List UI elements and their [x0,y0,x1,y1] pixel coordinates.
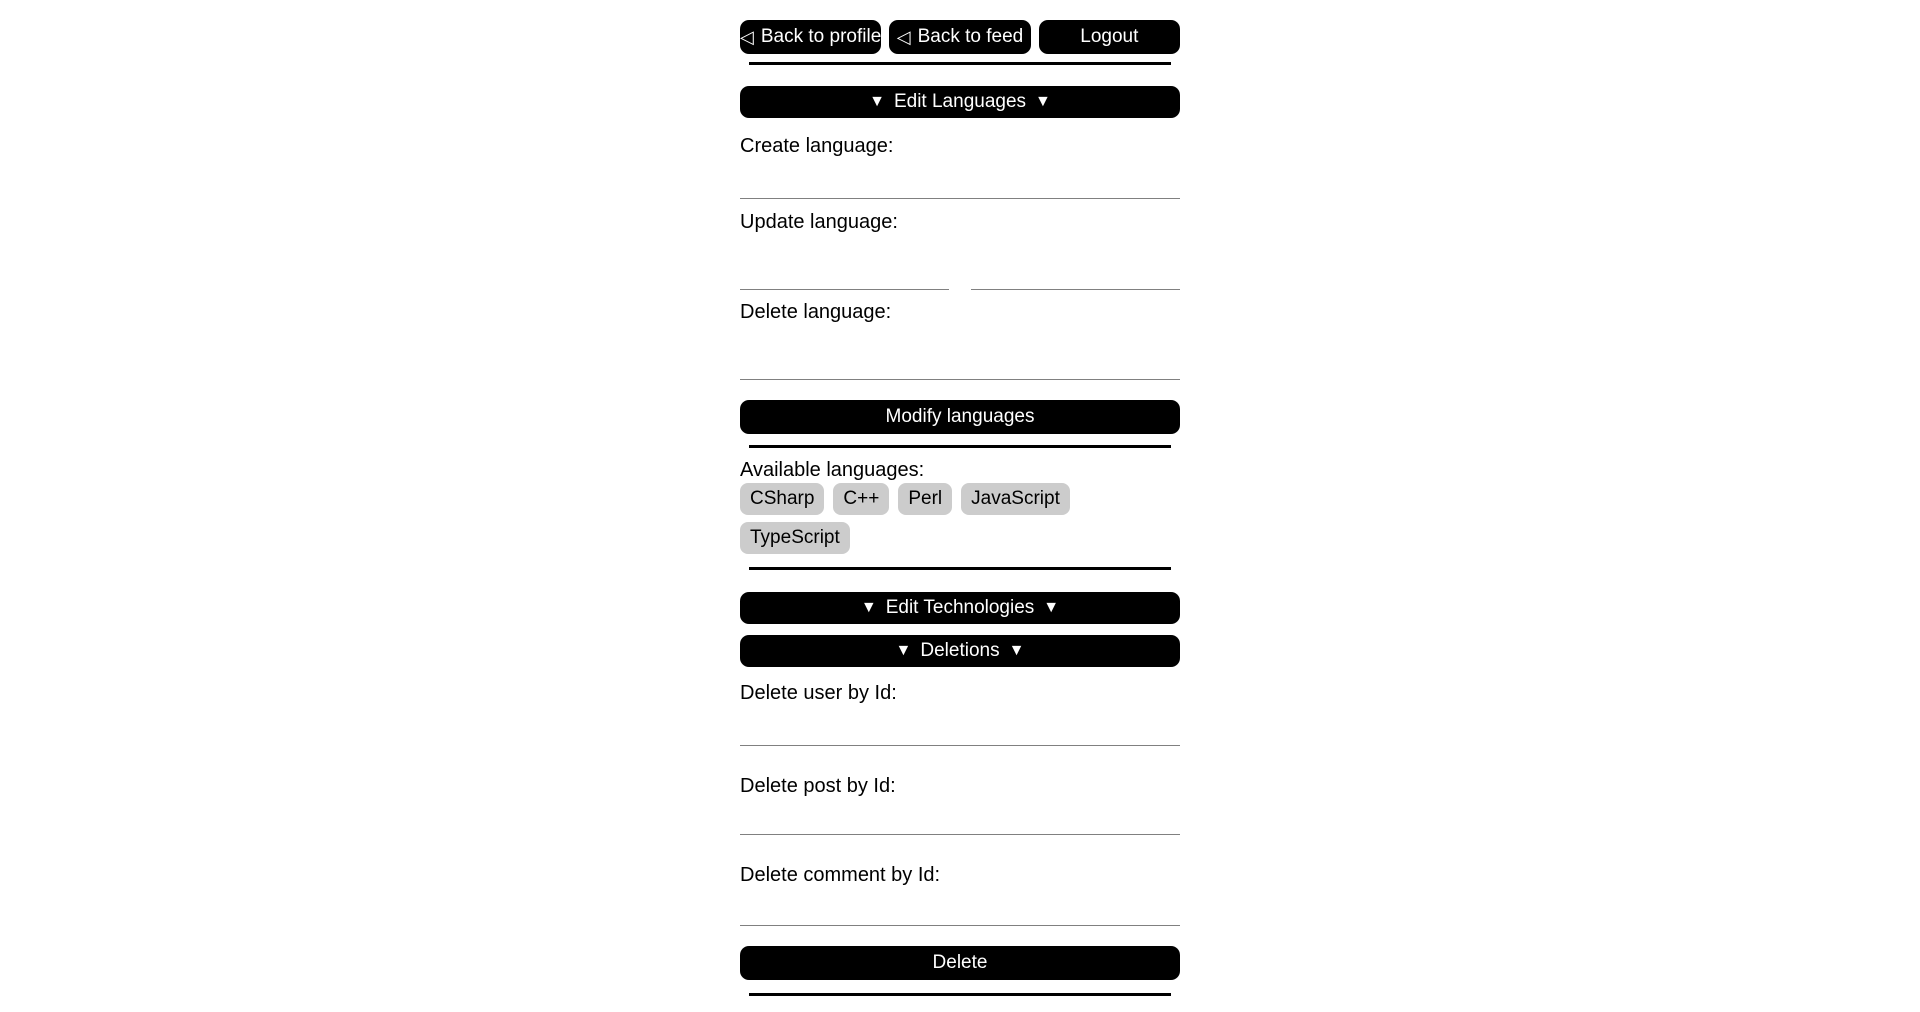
language-tag-list [740,483,1180,554]
logout-label: Logout [1080,26,1139,47]
create-language-input[interactable] [740,159,1180,199]
chevron-down-icon: ▼ [1035,93,1051,110]
chevron-down-icon: ▼ [860,599,877,616]
modify-languages-button[interactable] [740,400,1180,434]
delete-comment-id-input[interactable] [740,886,1180,926]
delete-button[interactable] [740,946,1180,980]
delete-comment-label: Delete comment by Id: [740,864,941,886]
delete-language-label: Delete language: [740,301,892,323]
separator [749,445,1171,448]
back-to-profile-button[interactable] [740,20,881,54]
edit-technologies-toggle-label: Edit Technologies [885,597,1035,618]
chevron-down-icon: ▼ [869,93,885,110]
edit-languages-toggle-label: Edit Languages [893,91,1027,112]
back-arrow-icon: ◁ [896,27,911,47]
delete-post-label: Delete post by Id: [740,775,896,797]
delete-user-label: Delete user by Id: [740,682,897,704]
back-to-profile-label: Back to profile [760,26,882,47]
language-tag-csharp: CSharp [740,483,824,515]
language-tag-cpp: C++ [833,483,889,515]
chevron-down-icon: ▼ [1043,599,1060,616]
delete-post-id-input[interactable] [740,797,1180,835]
modify-languages-label: Modify languages [885,406,1035,427]
deletions-toggle-label: Deletions [920,640,1000,661]
update-language-inputs [740,250,1180,290]
separator [749,993,1171,996]
chevron-down-icon: ▼ [895,642,912,659]
back-to-feed-label: Back to feed [917,26,1024,47]
logout-button[interactable] [1039,20,1180,54]
delete-button-label: Delete [932,952,988,973]
delete-language-input[interactable] [740,340,1180,380]
deletions-toggle[interactable] [740,635,1180,667]
available-languages-label: Available languages: [740,459,925,481]
update-language-name-input[interactable] [971,250,1180,290]
chevron-down-icon: ▼ [1008,642,1025,659]
separator [749,567,1171,570]
separator [749,62,1171,65]
language-tag-typescript: TypeScript [740,522,850,554]
back-arrow-icon: ◁ [740,27,754,47]
content-column [740,0,1180,996]
update-language-id-input[interactable] [740,250,949,290]
edit-languages-toggle[interactable] [740,86,1180,118]
create-language-label: Create language: [740,135,894,157]
update-language-label: Update language: [740,211,898,233]
language-tag-javascript: JavaScript [961,483,1070,515]
toolbar [740,0,1180,54]
edit-technologies-toggle[interactable] [740,592,1180,624]
delete-user-id-input[interactable] [740,706,1180,746]
language-tag-perl: Perl [898,483,952,515]
back-to-feed-button[interactable] [889,20,1030,54]
